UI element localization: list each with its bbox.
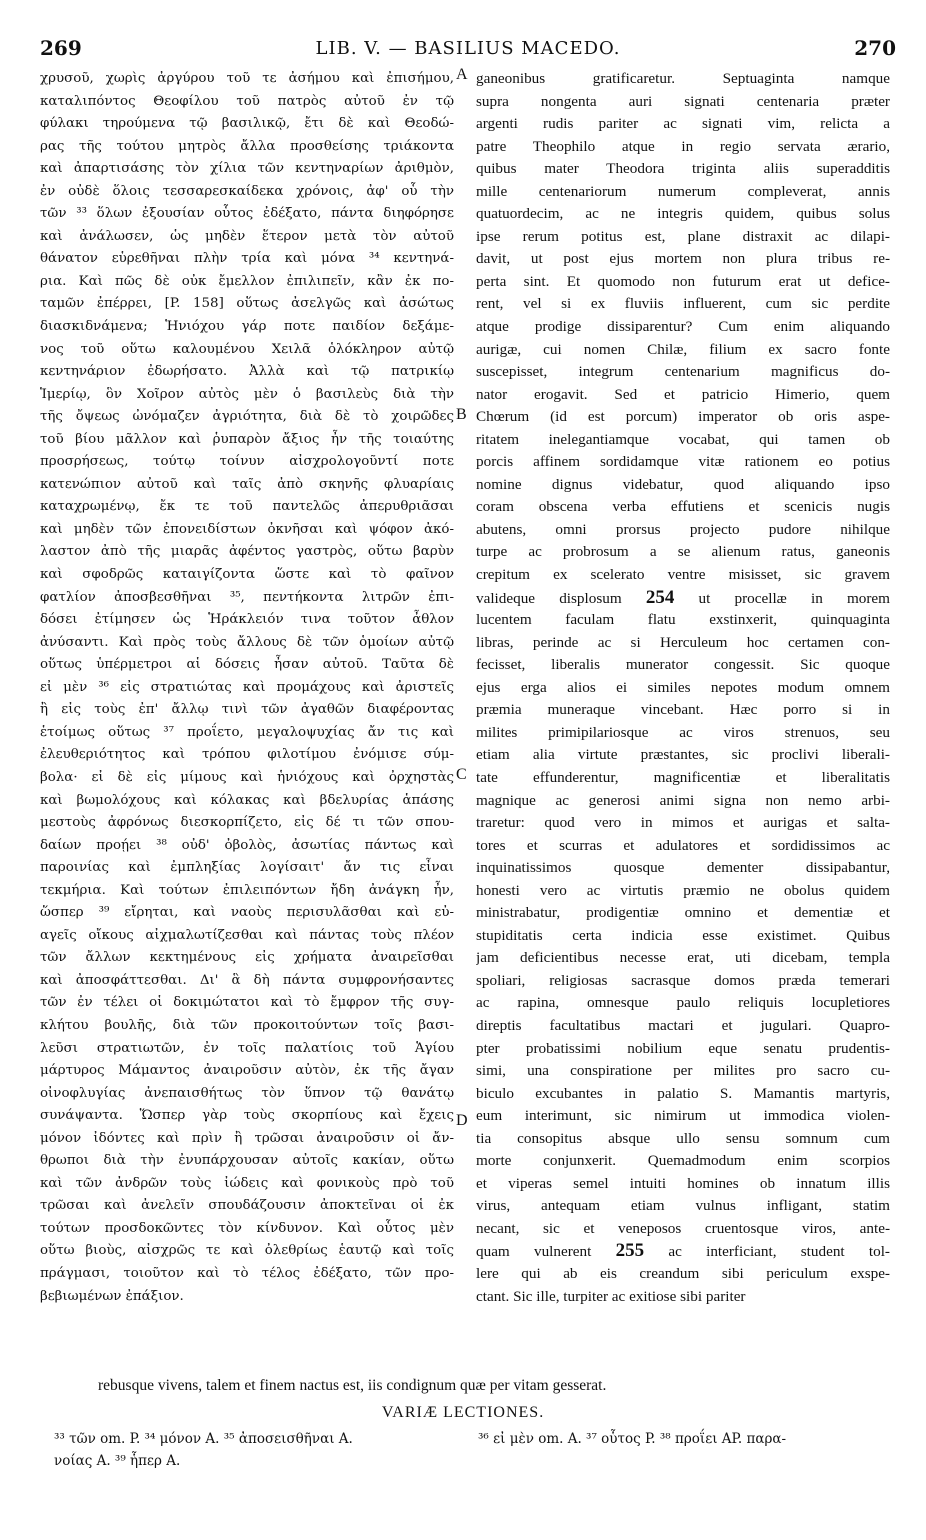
section-marker-b: B <box>456 406 467 423</box>
latin-text-line: abutens, omni prorsus projecto pudore nihilque <box>476 520 890 538</box>
latin-text-line: mille centenariorum numerum compleverat, annis <box>476 182 890 200</box>
latin-text-line: tate effunderentur, magnificentiæ et liberalitatis <box>476 768 890 786</box>
greek-text-line: δόσει ἐτίμησεν ὡς Ἡράκλειόν τινα τοῦτον ἆθλον <box>40 612 454 628</box>
footnote-right-1: ³⁶ εἰ μὲν om. A. ³⁷ οὗτος P. ³⁸ προΐει AP. παρα- <box>478 1431 787 1447</box>
greek-text-line: κατενώπιον αὐτοῦ καὶ ταῖς ἀπὸ σκηνῆς φλυαρίαις <box>40 476 454 492</box>
footnote-left-2: νοίας A. ³⁹ ἧπερ A. <box>54 1453 181 1469</box>
latin-text-line: ctant. Sic ille, turpiter ac exitiose sibi pariter <box>476 1287 746 1305</box>
greek-text-line: τῶν ἄλλων κεκτημένους εἰς χρήματα ἀναιρεῖσθαι <box>40 950 454 966</box>
greek-text-line: παροινίας καὶ ἐμπληξίας λογίσαιτ' ἄν τις εἶναι <box>40 860 454 876</box>
latin-text-line: crepitum ex scelerato ventre misisset, sic gravem <box>476 566 890 584</box>
greek-text-line: ρας τῆς τούτου μητρὸς ἄλλα προσθείσης τριάκοντα <box>40 138 454 154</box>
greek-text-line: μόνον ἰδόντες καὶ πρὶν ἢ τρῶσαι ἀναιροῦσιν οἱ ἄν- <box>40 1130 454 1146</box>
latin-text-line: rent, vel si ex fluviis influerent, cum sic perdite <box>476 295 890 313</box>
greek-text-line: δαίων προῄει ³⁸ οὐδ' ὀβολὸς, ἀσωτίας πάντως καὶ <box>40 837 454 853</box>
greek-text-line: λεῦσι στρατιωτῶν, ἐν τοῖς παλατίοις τοῦ Ἁγίου <box>40 1040 454 1056</box>
section-marker-c: C <box>456 766 467 783</box>
greek-text-line: πράγμασι, τοιοῦτον καὶ τὸ τέλος ἐδέξατο, τῶν προ- <box>40 1265 454 1281</box>
greek-text-line: τῶν ³³ ὅλων ἐξουσίαν οὗτος ἐδέξατο, πάντα διηφόρησε <box>40 206 454 222</box>
latin-text-line: etiam alia virtute præstantes, sic proclivi liberali- <box>476 746 890 764</box>
greek-text-line: λαστον ἀπὸ τῆς μιαρᾶς ἀφέντος γαστρὸς, οὕτω βαρὺν <box>40 544 454 560</box>
greek-text-line: οὕτως ὑπέρμετροι αἱ δόσεις ἦσαν αὐτοῦ. Ταῦτα δὲ <box>40 657 454 673</box>
greek-text-line: καὶ σφοδρῶς καταιγίζοντα ὥστε καὶ τὸ φαῖνον <box>40 567 454 583</box>
latin-text-line: valideque displosum 254 ut procellæ in morem <box>476 586 890 608</box>
latin-text-line: eum interimunt, sic nimirum ut immodica violen- <box>476 1107 890 1125</box>
greek-text-line: τοῦ βίου μᾶλλον καὶ ῥυπαρὸν ἄξιος ἦν τῆς τοιαύτης <box>40 431 454 447</box>
page-number-right: 270 <box>854 36 896 60</box>
latin-text-line: quatuordecim, ac ne integris quidem, quibus solus <box>476 205 890 223</box>
greek-text-line: ἑτοίμως οὕτως ³⁷ προΐετο, μεγαλοψυχίας ἄν τις καὶ <box>40 724 454 740</box>
greek-text-line: προσρήσεως, τούτῳ τοίνυν αἰσχρολογοῦντί ποτε <box>40 454 454 470</box>
latin-text-line: tores et scurras et adulatores et sordidissimos ac <box>476 836 890 854</box>
greek-text-line: καὶ μηδὲν τῶν ἐπονειδίστων ὀκνῆσαι καὶ ψόφον ἀκό- <box>40 521 454 537</box>
greek-text-line: καὶ ἀποσφάττεσθαι. Δι' ἃ δὴ πάντα συμφρονήσαντες <box>40 972 454 988</box>
footnote-left-1: ³³ τῶν om. P. ³⁴ μόνον A. ³⁵ ἀποσεισθῆναι A. <box>54 1431 353 1447</box>
latin-text-line: quam vulnerent 255 ac interficiant, student tol- <box>476 1240 890 1262</box>
greek-text-line: φατλίον ἀποσβεσθῆναι ³⁵, πεντήκοντα λιτρῶν ἐπι- <box>40 589 454 605</box>
greek-column <box>40 68 454 1308</box>
greek-text-line: οἰνοφλυγίας ἀνεπαισθήτως τὸν ὕπνον τῷ θανάτῳ <box>40 1085 454 1101</box>
latin-text-line: porcis affinem sordidamque vitæ rationem eo potius <box>476 453 890 471</box>
greek-text-line: τῆς ὄψεως ὠνόμαζεν ἀγριότητα, διὰ δὲ τὸ χοιρῶδες <box>40 409 454 425</box>
latin-column <box>476 68 890 1308</box>
greek-text-line: καὶ βωμολόχους καὶ κόλακας καὶ βδελυρίας ἁπάσης <box>40 792 454 808</box>
latin-text-line: præmia muneraque vincebant. Hæc porro si in <box>476 701 890 719</box>
latin-text-line: morte conjunxerit. Quemadmodum enim scorpios <box>476 1152 890 1170</box>
latin-text-line: quibus mater Theodora triginta aliis superadditis <box>476 160 890 178</box>
variae-lectiones-title: VARIÆ LECTIONES. <box>381 1404 545 1421</box>
latin-text-line: pter probatissimi nobilium eque senatu prudentis- <box>476 1039 890 1057</box>
greek-text-line: οὕτω βιοὺς, αἰσχρῶς τε καὶ ὀλεθρίως ἑαυτῷ καὶ τοῖς <box>40 1243 454 1259</box>
latin-text-line: milites primipilariosque ac viros strenuos, seu <box>476 723 890 741</box>
greek-text-line: τεκμήρια. Καὶ τούτων ἐπιλειπόντων ἤδη ἀνάγκη ἦν, <box>40 882 454 898</box>
latin-text-line: aurigæ, cui nomen Chilæ, filium ex sacro fonte <box>476 340 890 358</box>
latin-text-line: ganeonibus gratificaretur. Septuaginta namque <box>476 70 890 87</box>
running-title: LIB. V. — BASILIUS MACEDO. <box>315 38 621 59</box>
latin-text-line: inquinatissimos quosque dementer dissipabantur, <box>476 859 890 877</box>
latin-text-line: nomine dignus videbatur, quod aliquando ipso <box>476 475 890 493</box>
greek-text-line: αγεῖς οἴκους αἰχμαλωτίζεσθαι καὶ πάντας τοὺς πλέον <box>40 927 454 943</box>
latin-text-line: lere qui ab eis creandum sibi periculum exspe- <box>476 1264 890 1282</box>
greek-text-line: καὶ ἀπαρτισάσης τὸν χίλια τῶν κεντηναρίων ἀριθμὸν, <box>40 161 454 177</box>
greek-text-line: φύλακι τηρούμενα τῷ βασιλικῷ, ἔτι δὲ καὶ Θεοδώ- <box>40 116 454 132</box>
greek-text-line: ταμῶν ἐπέρρει, [P. 158] οὕτως ἀσελγῶς καὶ ἀσώτως <box>40 296 454 312</box>
greek-text-line: ἐλευθεριότητος καὶ τρόπου φιλοτίμου ἐνόμισε σύμ- <box>40 747 454 763</box>
section-marker-a: A <box>456 66 468 83</box>
latin-text-line: ac rapina, omnesque paulo reliquis locupletiores <box>476 994 890 1012</box>
greek-text-line: θρωποι διὰ τὴν ἐνυπάρχουσαν αὐτοῖς κακίαν, οὕτω <box>40 1153 454 1169</box>
greek-text-line: ἐν οὐδὲ ὅλοις τεσσαρεσκαίδεκα χρόνοις, ἀφ' οὗ τὴν <box>40 183 454 199</box>
section-marker-d: D <box>456 1112 468 1129</box>
latin-text-line: patre Theophilo atque in regio servata ærario, <box>476 137 890 155</box>
latin-text-line: simi, una conspiratione per milites pro sacro cu- <box>476 1062 890 1080</box>
latin-text-line: ministrabatur, prodigentiæ omnino et dementiæ et <box>476 904 890 922</box>
latin-text-line: spoliari, religiosas sacrasque domos præda temerari <box>476 971 890 989</box>
latin-text-line: biculo excubantes in palatio S. Mamantis martyris, <box>476 1084 890 1102</box>
greek-text-line: χρυσοῦ, χωρὶς ἀργύρου τοῦ τε ἀσήμου καὶ ἐπισήμου, <box>40 71 454 86</box>
greek-text-line: μάρτυρος Μάμαντος ἀναιροῦσιν αὐτὸν, ἐκ τῆς ἄγαν <box>40 1063 454 1079</box>
greek-text-line: καταλιπόντος Θεοφίλου τοῦ πατρὸς αὐτοῦ ἐν τῷ <box>40 93 454 109</box>
latin-text-line: stupiditatis certa indicia esse existimet. Quibus <box>476 926 890 944</box>
greek-text-line: ὥσπερ ³⁹ εἴρηται, καὶ ναοὺς περισυλᾶσθαι καὶ εὐ- <box>40 905 454 921</box>
greek-text-line: ἢ εἰς τοὺς ἐπ' ἄλλῳ τινὶ τῶν ἀγαθῶν διαφέροντας <box>40 702 454 718</box>
latin-text-line: traretur: quod vero in mimos et aurigas et salta- <box>476 814 890 832</box>
greek-text-line: ἀνύσαντι. Καὶ πρὸς τοὺς ἄλλους δὲ τῶν ὁμοίων αὐτῷ <box>40 634 454 650</box>
latin-text-line: libras, perinde ac si Herculeum hoc certamen con- <box>476 633 890 651</box>
latin-text-line: tia consopitus absque ullo sensu somnum cum <box>476 1129 890 1147</box>
latin-text-line: ritatem inelegantiamque vocabat, qui tamen ob <box>476 430 890 448</box>
greek-text-line: τῶν ἐν τέλει οἱ δοκιμώτατοι καὶ τὸ ἔμφρον τῆς συγ- <box>40 995 454 1011</box>
greek-text-line: καταχρωμένῳ, ἔκ τε τοῦ παντελῶς ἀπερυθριᾶσαι <box>40 499 454 515</box>
continuation-line: rebusque vivens, talem et finem nactus est, iis condignum quæ per vitam gesserat. <box>98 1377 607 1394</box>
greek-text-line: Ἱμερίῳ, ὃν Χοῖρον αὐτὸς μὲν ὁ βασιλεὺς διὰ τὴν <box>40 386 454 402</box>
greek-text-line: βολα· εἰ δὲ εἰς μίμους καὶ ἡνιόχους καὶ ὀρχηστὰς <box>40 769 454 785</box>
latin-text-line: virus, antequam etiam vulnus infligant, statim <box>476 1197 890 1215</box>
greek-text-line: καὶ τῶν ἀνδρῶν τοὺς ἰώδεις καὶ φονικοὺς πρὸ τοῦ <box>40 1175 454 1191</box>
latin-text-line: necant, sic et veneposos cruentosque viros, ante- <box>476 1219 890 1237</box>
greek-text-line: συνάψαντα. Ὥσπερ γὰρ τοὺς σκορπίους καὶ ἔχεις <box>40 1108 454 1124</box>
latin-text-line: magnique ac generosi animi signa non nemo arbi- <box>476 791 890 809</box>
greek-text-line: νος τοῦ οὕτω καλουμένου Χειλᾶ ὁλόκληρον αὐτῷ <box>40 341 454 357</box>
latin-text-line: ejus erga alios ei similes nepotes modum omnem <box>476 678 890 696</box>
latin-text-line: coram obscena verba effutiens et scenicis nugis <box>476 498 890 516</box>
latin-text-line: atque prodige dissiparentur? Cum enim aliquando <box>476 318 890 336</box>
latin-text-line: davit, ut post ejus mortem non plura tribus re- <box>476 250 890 268</box>
greek-text-line: τρῶσαι καὶ ἀνελεῖν σπουδάζουσιν ἀποκτεῖναι οἱ ἐκ <box>40 1198 454 1214</box>
page-header <box>40 36 896 66</box>
latin-text-line: nator erogavit. Sed et patricio Himerio, quem <box>476 385 890 403</box>
greek-text-line: ρια. Καὶ πῶς δὲ οὐκ ἔμελλον ἐπιλιπεῖν, κἂν ἐκ πο- <box>40 273 454 289</box>
page-number-left: 269 <box>40 36 82 60</box>
greek-text-line: θάνατον εὑρεθῆναι πλὴν τρία καὶ μόνα ³⁴ κεντηνά- <box>40 251 454 267</box>
latin-text-line: perta sint. Et quomodo non futurum erat ut defice- <box>476 272 890 290</box>
latin-text-line: suscepisset, integrum centenarium magnificus do- <box>476 363 890 381</box>
latin-text-line: fecisset, liberalis munerator congessit. Sic quoque <box>476 656 890 674</box>
latin-text-line: Chœrum (id est porcum) imperator ob oris aspe- <box>476 408 890 426</box>
latin-text-line: direptis facultatibus mactari et jugulari. Quapro- <box>476 1016 890 1034</box>
latin-text-line: jam deficientibus necesse erat, uti dicebam, templa <box>476 949 890 967</box>
latin-text-line: honesti vero ac virtutis præmio ne obolus quidem <box>476 881 890 899</box>
latin-text-line: et viperas semel intuiti homines ob innatum illis <box>476 1174 890 1192</box>
latin-text-line: supra nongenta auri signati centenaria præter <box>476 92 890 110</box>
latin-text-line: turpe ac probrosum a se alienum ratus, ganeonis <box>476 543 890 561</box>
greek-text-line: κεντηνάριον ἐδωρήσατο. Ἀλλὰ καὶ τῷ πατρικίῳ <box>40 364 454 380</box>
greek-text-line: τούτων προσδοκῶντες τὸν κίνδυνον. Καὶ οὗτος μὲν <box>40 1220 454 1236</box>
latin-text-line: argenti rudis pariter ac signati vim, relicta a <box>476 115 890 133</box>
latin-text-line: lucentem faculam flatu exstinxerit, quinquaginta <box>476 611 890 629</box>
greek-text-line: βεβιωμένων ἐπάξιον. <box>40 1288 184 1304</box>
greek-text-line: κλήτου βουλῆς, διὰ τῶν προκοιτούντων τοῖς βασι- <box>40 1017 454 1033</box>
latin-text-line: ipse rerum potitus est, plane distraxit ac dilapi- <box>476 227 890 245</box>
greek-text-line: μεστοὺς ἀφρόνως διεσκορπίζετο, εἰς δέ τι τῶν σπου- <box>40 815 454 831</box>
greek-text-line: καὶ ἀνάλωσεν, ὡς μηδὲν ἕτερον μετὰ τὸν αὐτοῦ <box>40 228 454 244</box>
greek-text-line: εἰ μὲν ³⁶ εἰς στρατιώτας καὶ προμάχους καὶ ἀριστεῖς <box>40 679 454 695</box>
greek-text-line: διασκιδνάμενα; Ἡνιόχου γάρ ποτε παιδίον δεξάμε- <box>40 319 454 335</box>
